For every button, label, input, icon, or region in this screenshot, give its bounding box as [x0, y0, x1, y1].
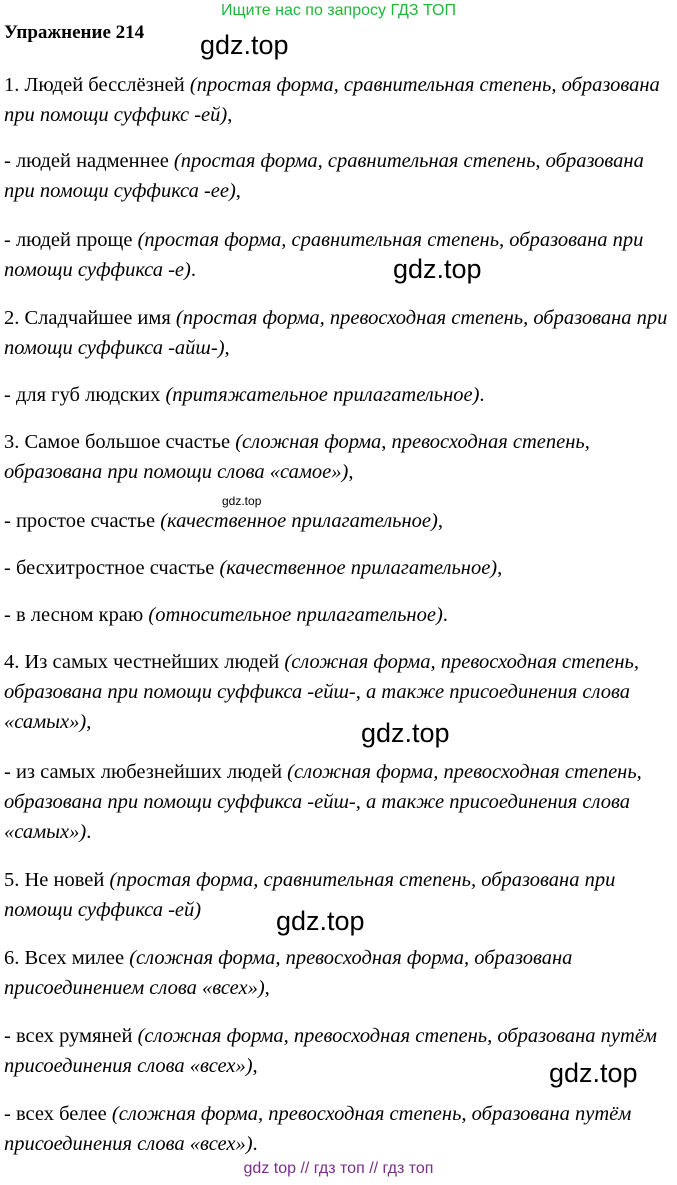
grammar-note: (качественное прилагательное) — [160, 510, 438, 532]
grammar-note: (простая форма, сравнительная степень, образована при помощи суффикса -е) — [4, 229, 644, 281]
answer-paragraph-1 — [4, 70, 672, 130]
punctuation: . — [442, 604, 448, 626]
answer-paragraph-7 — [4, 506, 672, 536]
answer-paragraph-4 — [4, 303, 672, 363]
phrase: - из самых любезнейших людей — [4, 761, 288, 783]
phrase: - простое счастье — [4, 510, 161, 532]
punctuation: , — [264, 977, 270, 999]
footer-banner: gdz top // гдз топ // гдз топ — [243, 1160, 434, 1177]
phrase: - в лесном краю — [4, 604, 149, 626]
punctuation: , — [224, 337, 230, 359]
grammar-note: (простая форма, сравнительная степень, образована при помощи суффикса -ее) — [4, 150, 644, 202]
search-hint-banner: Ищите нас по запросу ГДЗ ТОП — [221, 2, 456, 19]
punctuation: , — [235, 180, 241, 202]
watermark: gdz.top — [200, 30, 289, 60]
watermark: gdz.top — [222, 494, 262, 508]
watermark: gdz.top — [549, 1058, 638, 1088]
phrase: - всех румяней — [4, 1025, 138, 1047]
punctuation: . — [190, 259, 196, 281]
phrase: 5. Не новей — [4, 869, 110, 891]
phrase: 3. Самое большое счастье — [4, 431, 236, 453]
grammar-note: (относительное прилагательное) — [148, 604, 443, 626]
answer-paragraph-2 — [4, 146, 672, 206]
punctuation: , — [227, 104, 233, 126]
phrase: 2. Сладчайшее имя — [4, 307, 176, 329]
watermark: gdz.top — [361, 718, 450, 748]
answer-paragraph-3 — [4, 225, 672, 285]
answer-paragraph-13 — [4, 943, 672, 1003]
exercise-title: Упражнение 214 — [4, 22, 145, 43]
answer-paragraph-10 — [4, 647, 672, 737]
answer-paragraph-11 — [4, 757, 672, 847]
punctuation: , — [86, 711, 92, 733]
grammar-note: (простая форма, сравнительная степень, образована при помощи суффикса -ей) — [4, 869, 616, 921]
grammar-note: (притяжательное прилагательное) — [165, 384, 480, 406]
punctuation: , — [252, 1055, 258, 1077]
punctuation: . — [479, 384, 485, 406]
punctuation: , — [497, 557, 503, 579]
grammar-note: (простая форма, превосходная степень, образована при помощи суффикса -айш-) — [4, 307, 668, 359]
phrase: 4. Из самых честнейших людей — [4, 651, 285, 673]
phrase: 6. Всех милее — [4, 947, 130, 969]
answer-paragraph-9 — [4, 600, 672, 630]
grammar-note: (простая форма, сравнительная степень, образована при помощи суффикс -ей) — [4, 74, 660, 126]
punctuation: , — [348, 461, 354, 483]
answer-paragraph-6 — [4, 427, 672, 487]
watermark: gdz.top — [276, 906, 365, 936]
watermark: gdz.top — [393, 254, 482, 284]
grammar-note: (сложная форма, превосходная форма, образована присоединением слова «всех») — [4, 947, 573, 999]
phrase: - всех белее — [4, 1103, 112, 1125]
grammar-note: (сложная форма, превосходная степень, образована при помощи слова «самое») — [4, 431, 590, 483]
answer-paragraph-5 — [4, 380, 672, 410]
punctuation: . — [252, 1133, 258, 1155]
grammar-note: (сложная форма, превосходная степень, образована при помощи суффикса -ейш-, а также присоединения слова «самых») — [4, 651, 640, 733]
phrase: - бесхитростное счастье — [4, 557, 220, 579]
phrase: - людей надменнее — [4, 150, 174, 172]
phrase: - для губ людских — [4, 384, 166, 406]
punctuation: . — [86, 821, 92, 843]
grammar-note: (сложная форма, превосходная степень, образована путём присоединения слова «всех») — [4, 1025, 658, 1077]
phrase: - людей проще — [4, 229, 138, 251]
answer-paragraph-8 — [4, 553, 672, 583]
grammar-note: (сложная форма, превосходная степень, образована путём присоединения слова «всех») — [4, 1103, 632, 1155]
grammar-note: (качественное прилагательное) — [219, 557, 498, 579]
phrase: 1. Людей бесслёзней — [4, 74, 190, 96]
grammar-note: (сложная форма, превосходная степень, образована при помощи суффикса -ейш-, а также присоединения слова «самых») — [4, 761, 642, 843]
answer-paragraph-15 — [4, 1099, 672, 1159]
punctuation: , — [437, 510, 443, 532]
